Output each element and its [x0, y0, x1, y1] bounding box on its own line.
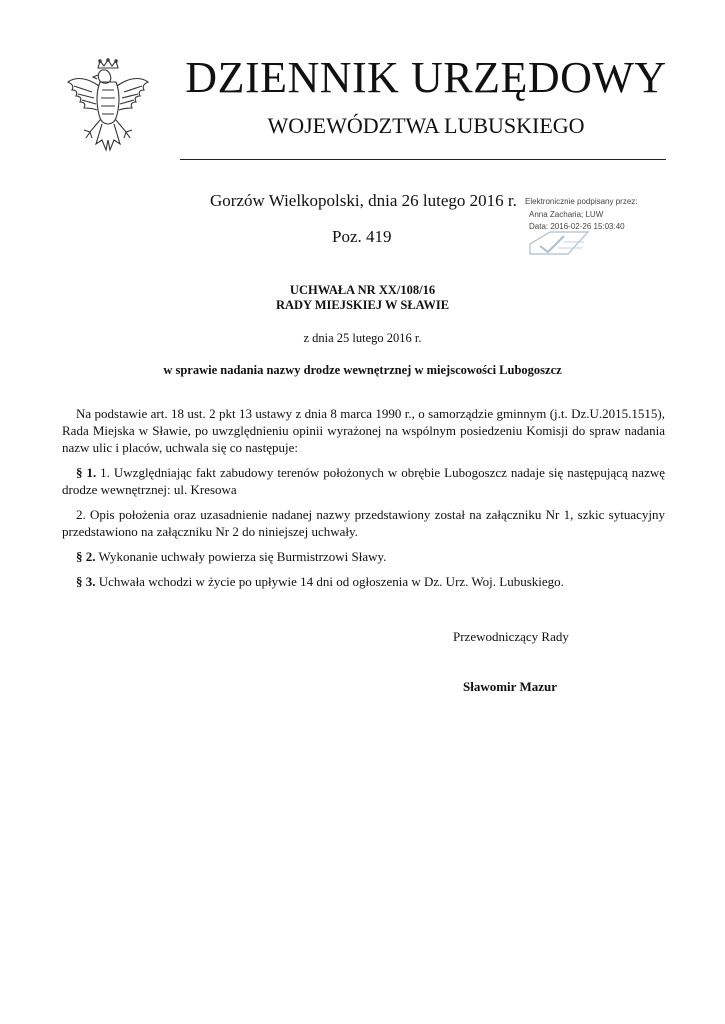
paragraph-1-point-2: 2. Opis położenia oraz uzasadnienie nadanej nazwy przedstawiony został na załączniku Nr 1, szkic sytuacyjny przedstawiono na załączniku Nr 2 do niniejszej uchwały. [62, 507, 665, 539]
header-divider [180, 159, 666, 160]
resolution-council: RADY MIEJSKIEJ W SŁAWIE [275, 298, 450, 312]
paragraph-3-text: Uchwała wchodzi w życie po upływie 14 dni od ogłoszenia w Dz. Urz. Woj. Lubuskiego. [95, 574, 564, 589]
place-date: Gorzów Wielkopolski, dnia 26 lutego 2016 r. [210, 191, 517, 210]
signatory-name: Sławomir Mazur [463, 679, 557, 694]
paragraph-2 [62, 548, 665, 565]
journal-subtitle: WOJEWÓDZTWA LUBUSKIEGO [267, 113, 585, 138]
e-signature-line1: Elektronicznie podpisany przez: [525, 197, 638, 206]
paragraph-1-text: 1. Uwzględniając fakt zabudowy terenów położonych w obrębie Lubogoszcz nadaje się następującą nazwę drodze wewnętrznej: ul. Kresowa [62, 465, 665, 497]
resolution-number: UCHWAŁA NR XX/108/16 [289, 283, 436, 297]
resolution-date: z dnia 25 lutego 2016 r. [303, 331, 422, 345]
e-signature-date: Data: 2016-02-26 15:03:40 [529, 222, 625, 231]
position-number: Poz. 419 [332, 227, 392, 246]
paragraph-1 [62, 464, 665, 498]
e-signature-info [525, 196, 645, 234]
paragraph-1-label: § 1. [76, 465, 97, 480]
preamble-paragraph: Na podstawie art. 18 ust. 2 pkt 13 ustawy z dnia 8 marca 1990 r., o samorządzie gminnym (j.t. Dz.U.2015.1515), Rada Miejska w Sławie, po uwzględnieniu opinii wyrażonej na wspólnym posiedzeniu Komisji do spraw nadania nazw ulic i placów, uchwala się co następuje: [62, 406, 665, 455]
eagle-emblem-icon [62, 58, 154, 170]
paragraph-2-label: § 2. [76, 549, 96, 564]
resolution-subject: w sprawie nadania nazwy drodze wewnętrznej w miejscowości Lubogoszcz [163, 363, 562, 377]
paragraph-2-text: Wykonanie uchwały powierza się Burmistrzowi Sławy. [95, 549, 387, 564]
resolution-body [62, 405, 665, 598]
e-signature-signer: Anna Zacharia; LUW [529, 209, 604, 219]
paragraph-3 [62, 573, 665, 590]
paragraph-3-label: § 3. [76, 574, 96, 589]
e-signature-mark-icon [528, 230, 590, 256]
signatory-role: Przewodniczący Rady [453, 629, 569, 644]
journal-title: DZIENNIK URZĘDOWY [185, 53, 667, 102]
